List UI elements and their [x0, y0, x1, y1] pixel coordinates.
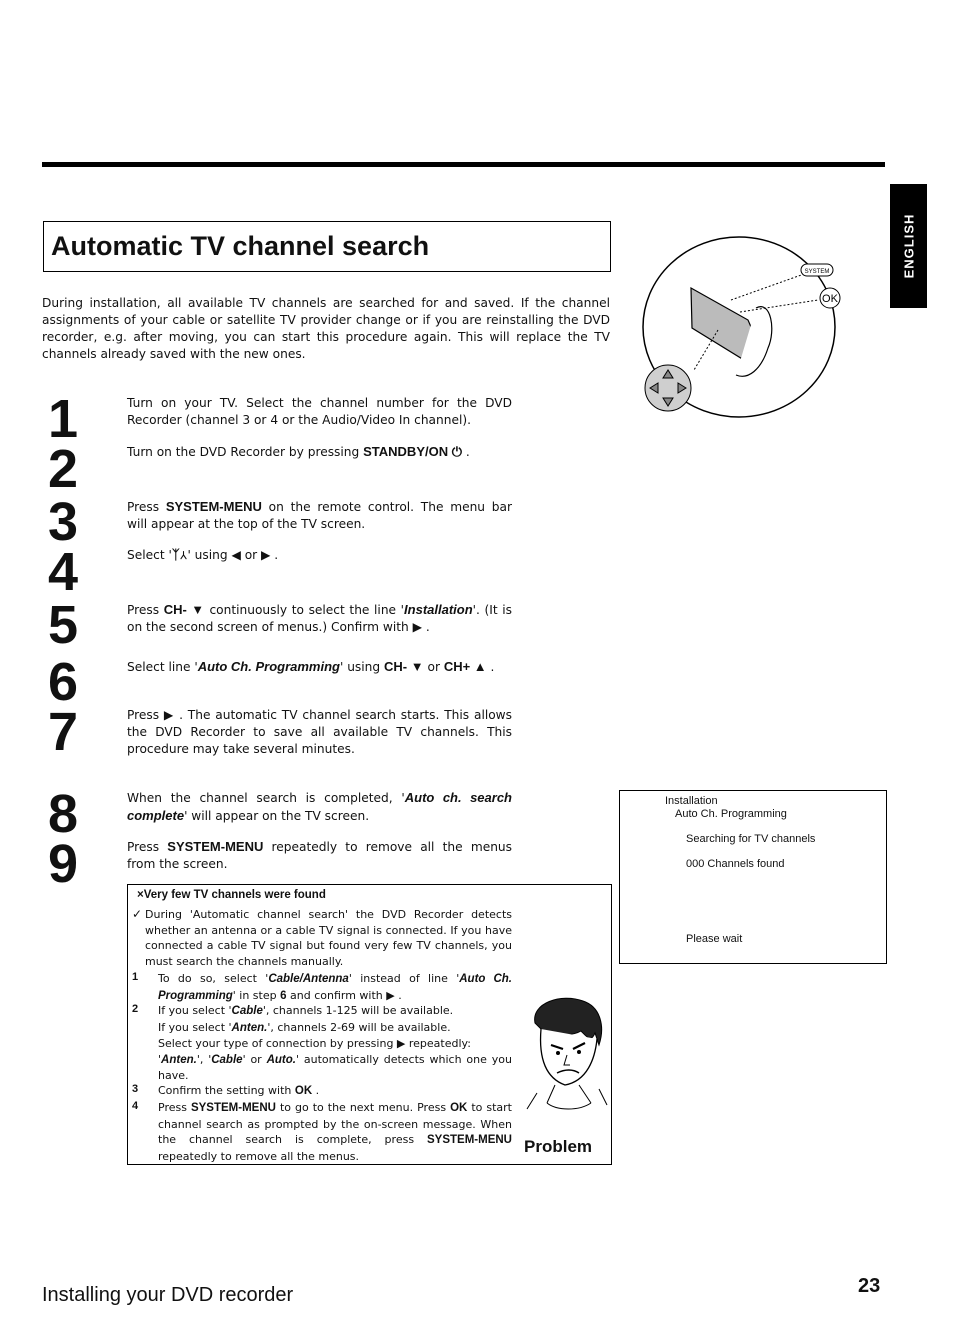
step-number-1: 1	[48, 389, 77, 449]
problem-item-2-text: If you select 'Cable', channels 1-125 will be available. If you select 'Anten.', channels 2-69 will be available. Select your type of connection by pressing ▶ repeatedly: 'Anten.', 'Cable' or Auto.' automatically detects which one you have.	[158, 1004, 512, 1082]
page-title: Automatic TV channel search	[51, 231, 430, 261]
remote-system-label: SYSTEM	[804, 269, 830, 275]
problem-face-illustration	[521, 993, 609, 1141]
language-tab	[890, 184, 927, 308]
language-tab-label: ENGLISH	[901, 213, 916, 279]
step-7-text: Press ▶ . The automatic TV channel search starts. This allows the DVD Recorder to save all available TV channels. This procedure may take several minutes.	[127, 708, 512, 756]
step-9-text: Press SYSTEM-MENU repeatedly to remove all the menus from the screen.	[127, 839, 512, 871]
top-rule	[42, 162, 885, 167]
title-box	[43, 221, 611, 272]
problem-heading: ×Very few TV channels were found	[137, 889, 326, 901]
page-number: 23	[858, 1275, 881, 1297]
step-8-text: When the channel search is completed, 'Auto ch. search complete' will appear on the TV screen.	[127, 790, 512, 823]
step-number-5: 5	[48, 595, 77, 655]
step-6-text: Select line 'Auto Ch. Programming' using CH- ▼ or CH+ ▲ .	[127, 659, 495, 674]
step-number-3: 3	[48, 492, 77, 552]
problem-label: Problem	[524, 1137, 593, 1156]
tv-screen-line-auto-ch: Auto Ch. Programming	[675, 808, 787, 820]
tv-screen-line-wait: Please wait	[686, 933, 743, 945]
problem-box	[127, 884, 612, 1165]
problem-item-1-text: To do so, select 'Cable/Antenna' instead of line 'Auto Ch. Programming' in step 6 and confirm with ▶ .	[158, 972, 512, 1002]
installation-icon: ᛉ⅄	[171, 547, 188, 562]
step-5-text: Press CH- ▼ continuously to select the line 'Installation'. (It is on the second screen of menus.) Confirm with ▶ .	[127, 602, 513, 634]
tv-screen-panel	[619, 790, 887, 964]
step-3-text: Press SYSTEM-MENU on the remote control. The menu bar will appear at the top of the TV screen.	[127, 499, 512, 531]
problem-item-3-num: 3	[132, 1083, 139, 1095]
check-icon: ✓	[132, 907, 143, 921]
step-number-9: 9	[48, 834, 77, 894]
intro-paragraph: During installation, all available TV channels are searched for and saved. If the channel assignments of your cable or satellite TV provider change or if you are reinstalling the DVD recorder, e.g. after moving, you can start this procedure again. This will replace the TV channels already saved with the new ones.	[42, 296, 610, 361]
remote-illustration	[636, 230, 846, 430]
step-1-text: Turn on your TV. Select the channel number for the DVD Recorder (channel 3 or 4 or the Audio/Video In channel).	[127, 396, 512, 427]
remote-ok-label: OK	[822, 293, 838, 305]
problem-item-3-text: Confirm the setting with OK .	[158, 1084, 320, 1097]
problem-item-1-num: 1	[132, 971, 139, 983]
problem-cause: During 'Automatic channel search' the DVD Recorder detects whether an antenna or a cable TV signal is connected. If you have connected a cable TV signal but found very few TV channels, you must search the channels manually.	[145, 908, 512, 968]
problem-item-4-text: Press SYSTEM-MENU to go to the next menu. Press OK to start channel search as prompted by the on-screen message. When the channel search is complete, press SYSTEM-MENU repeatedly to remove all the menus.	[158, 1101, 512, 1163]
step-number-7: 7	[48, 702, 77, 762]
step-2-text: Turn on the DVD Recorder by pressing STANDBY/ON ⏻ .	[127, 444, 470, 459]
tv-screen-line-searching: Searching for TV channels	[686, 833, 816, 845]
step-4-text: Select 'ᛉ⅄' using ◀ or ▶ .	[127, 547, 279, 562]
step-number-8: 8	[48, 784, 77, 844]
step-number-4: 4	[48, 542, 77, 602]
problem-item-4-num: 4	[132, 1100, 139, 1112]
step-number-6: 6	[48, 652, 77, 712]
step-number-2: 2	[48, 439, 77, 499]
problem-item-2-num: 2	[132, 1003, 139, 1015]
footer-section-title: Installing your DVD recorder	[42, 1284, 294, 1306]
tv-screen-line-installation: Installation	[665, 795, 718, 807]
tv-screen-line-found: 000 Channels found	[686, 858, 785, 870]
